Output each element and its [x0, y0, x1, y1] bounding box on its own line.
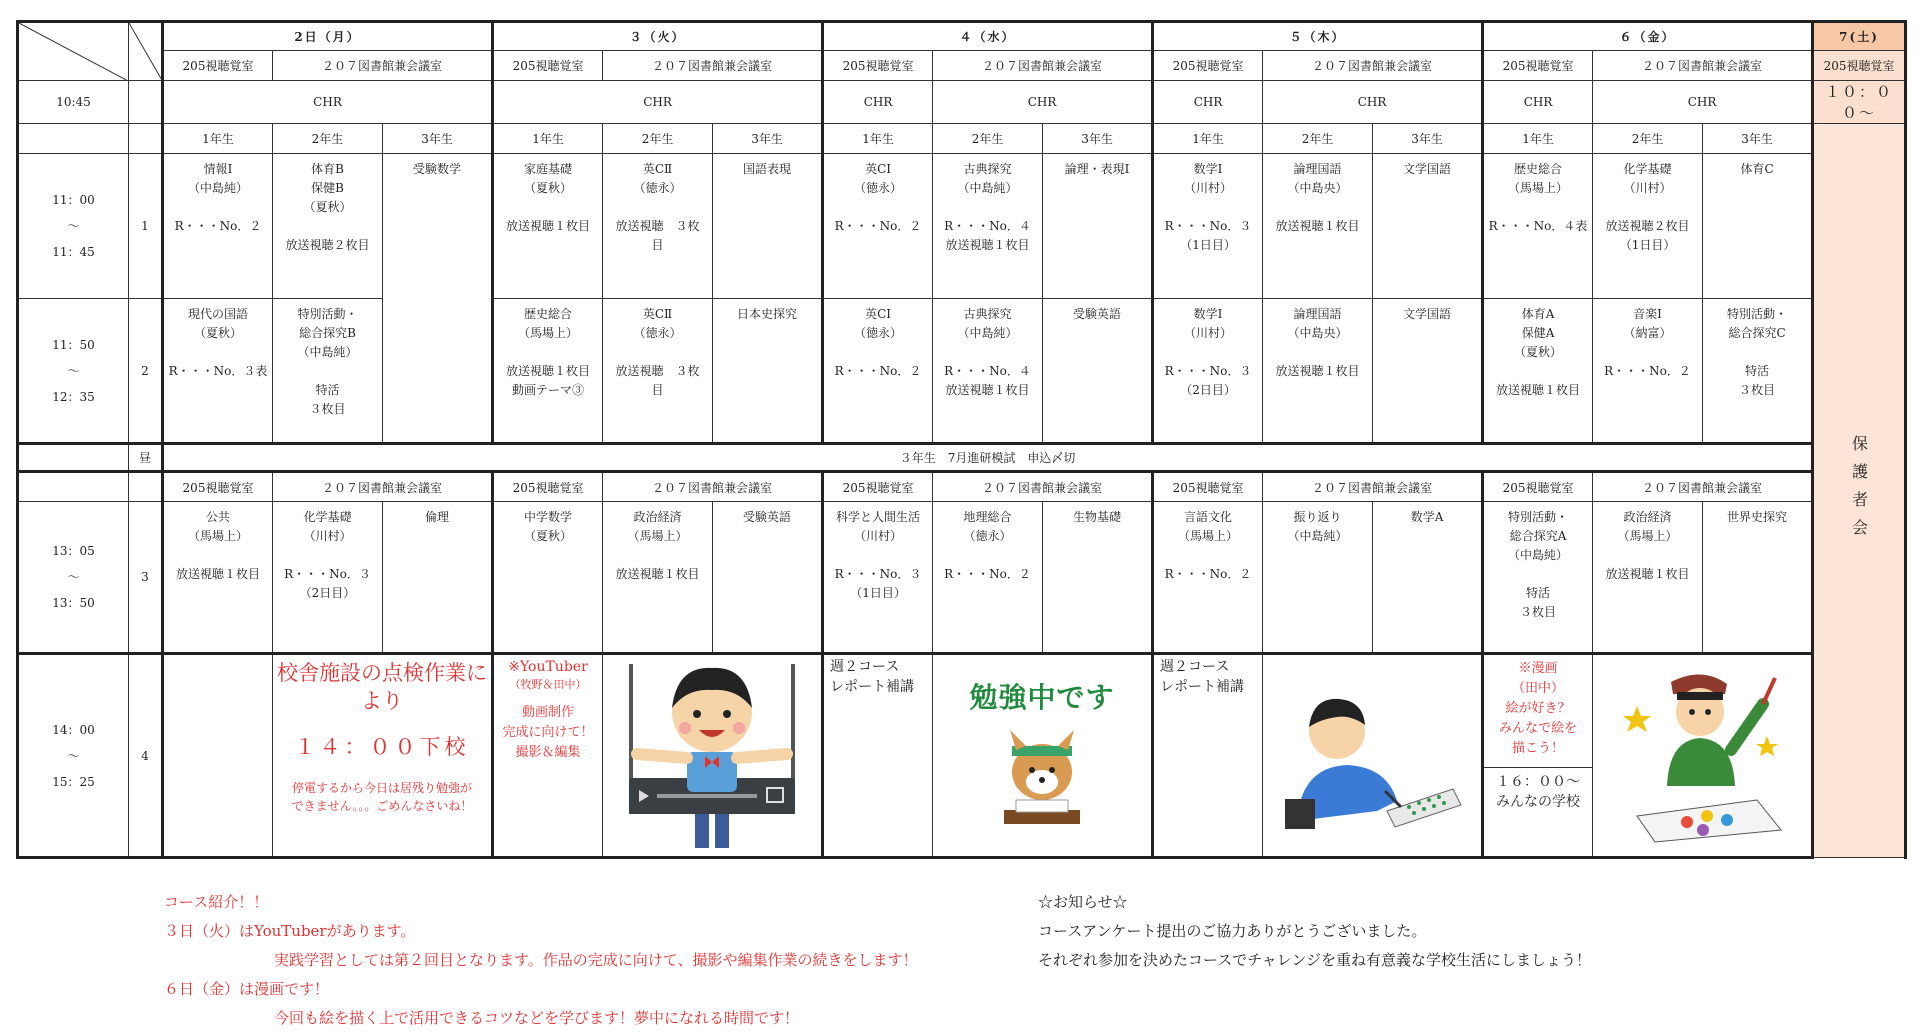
class-slot	[493, 154, 603, 299]
class-cell: 公共 （馬場上） 放送視聴１枚目	[175, 510, 260, 581]
room-label: ２０７図書館兼会議室	[1593, 51, 1813, 81]
day-header: ６（金）	[1483, 22, 1813, 51]
chr-label: CHR	[1263, 81, 1483, 124]
class-slot	[1593, 502, 1703, 654]
class-cell: 英CⅠ （徳永） R・・・No．２	[834, 307, 922, 378]
room-label: ２０７図書館兼会議室	[273, 51, 493, 81]
chr-label: CHR	[823, 81, 933, 124]
class-cell: 生物基礎	[1073, 510, 1122, 524]
corner-cell	[18, 22, 129, 81]
note-line: それぞれ参加を決めたコースでチャレンジを重ね有意義な学校生活にしましょう！	[1038, 951, 1592, 969]
class-slot	[1153, 154, 1263, 299]
grade-row	[18, 124, 1906, 154]
room-label: 205視聴覚室	[1153, 51, 1263, 81]
studying-badge: 勉強中です	[969, 680, 1115, 714]
note-line: コースアンケート提出のご協力ありがとうございました。	[1038, 922, 1427, 940]
lunch-notice: ３年生 7月進研模試 申込〆切	[163, 444, 1813, 472]
class-slot	[383, 154, 493, 444]
period-row	[18, 299, 1906, 444]
youtuber-title: ※YouTuber	[508, 659, 588, 675]
saturday-event-cell	[1813, 124, 1906, 858]
class-cell: 論理国語 （中島央） 放送視聴１枚目	[1275, 162, 1360, 233]
saturday-time: １０：００〜	[1813, 81, 1906, 124]
grade-label: 2年生	[1263, 124, 1373, 154]
class-cell: 論理国語 （中島央） 放送視聴１枚目	[1275, 307, 1360, 378]
note-line: 実践学習としては第２回目となります。作品の完成に向けて、撮影や編集作業の続きをします！	[274, 951, 918, 969]
chr-label: CHR	[933, 81, 1153, 124]
class-cell: 古典探究 （中島純） R・・・No．４ 放送視聴１枚目	[944, 162, 1031, 252]
room-label: 205視聴覚室	[163, 472, 273, 502]
class-cell: 化学基礎 （川村） R・・・No．３ （2日目）	[284, 510, 371, 600]
class-cell: 世界史探究	[1727, 510, 1788, 524]
room-label: ２０７図書館兼会議室	[273, 472, 493, 502]
class-slot	[713, 154, 823, 299]
room-label: 205視聴覚室	[163, 51, 273, 81]
announcement-notes	[1038, 888, 1591, 975]
saturday-header: 7(土)	[1813, 22, 1906, 51]
class-slot	[823, 299, 933, 444]
class-slot	[1483, 299, 1593, 444]
diagonal-line-icon	[19, 23, 129, 81]
room-row	[18, 51, 1906, 81]
class-slot	[163, 502, 273, 654]
room-row-afternoon	[18, 472, 1906, 502]
class-slot	[493, 299, 603, 444]
grade-label: 3年生	[383, 124, 493, 154]
class-cell: 振り返り （中島純）	[1287, 510, 1348, 543]
room-label: ２０７図書館兼会議室	[1263, 472, 1483, 502]
class-cell: 体育B 保健B （夏秋） 放送視聴２枚目	[285, 162, 370, 252]
p4-mon-notice	[273, 654, 493, 858]
lunch-row	[18, 444, 1906, 472]
class-slot	[273, 502, 383, 654]
class-slot	[713, 299, 823, 444]
class-slot	[1703, 154, 1813, 299]
class-slot	[493, 502, 603, 654]
chr-label: CHR	[493, 81, 823, 124]
day-header: ５（木）	[1153, 22, 1483, 51]
grade-label: 3年生	[1373, 124, 1483, 154]
room-label: 205視聴覚室	[1483, 51, 1593, 81]
class-cell: 地理総合 （徳永） R・・・No．２	[944, 510, 1031, 581]
class-cell: 英CⅡ （徳永） 放送視聴 ３枚 目	[615, 162, 700, 252]
class-slot	[603, 299, 713, 444]
corner-cell-small	[129, 22, 163, 81]
class-slot	[1153, 299, 1263, 444]
class-slot	[273, 154, 383, 299]
class-cell: 体育A 保健A （夏秋） 放送視聴１枚目	[1496, 307, 1581, 397]
room-label: ２０７図書館兼会議室	[1593, 472, 1813, 502]
youtuber-boy-icon	[617, 658, 807, 854]
class-cell: 特別活動・ 総合探究C 特活 ３枚目	[1727, 307, 1788, 397]
studying-dog-icon	[982, 716, 1102, 836]
period-time: 13：05 〜 13：50	[18, 502, 129, 654]
chr-label: CHR	[1483, 81, 1593, 124]
timetable	[16, 20, 1907, 859]
room-label: 205視聴覚室	[823, 472, 933, 502]
class-slot	[1153, 502, 1263, 654]
lunch-label: 昼	[129, 444, 163, 472]
class-slot	[163, 154, 273, 299]
class-slot	[273, 299, 383, 444]
class-slot	[163, 299, 273, 444]
period-row	[18, 502, 1906, 654]
grade-label: 1年生	[823, 124, 933, 154]
note-line: ３日（火）はYouTuberがあります。	[164, 922, 416, 940]
timetable-sheet	[16, 20, 1907, 859]
class-slot	[1703, 299, 1813, 444]
p4-mon-empty	[163, 654, 273, 858]
youtuber-staff: （牧野＆田中）	[509, 678, 587, 691]
diagonal-line-icon	[129, 23, 163, 81]
class-cell: 受験英語	[743, 510, 792, 524]
period-number: 1	[129, 154, 163, 299]
grade-label: 3年生	[1703, 124, 1813, 154]
class-slot	[1373, 502, 1483, 654]
youtuber-desc: 動画制作 完成に向けて！ 撮影＆編集	[502, 705, 594, 760]
period-number: 4	[129, 654, 163, 858]
note-line: ６日（金）は漫画です！	[164, 980, 330, 998]
note-line: コース紹介！！	[164, 893, 269, 911]
period-row	[18, 154, 1906, 299]
chr-label: CHR	[1153, 81, 1263, 124]
grade-label: 3年生	[713, 124, 823, 154]
class-slot	[1593, 299, 1703, 444]
grade-label: 2年生	[1593, 124, 1703, 154]
period-time: 14：00 〜 15：25	[18, 654, 129, 858]
class-slot	[1593, 154, 1703, 299]
room-label: 205視聴覚室	[493, 472, 603, 502]
chr-time: 10:45	[18, 81, 129, 124]
class-slot	[1043, 154, 1153, 299]
class-cell: 歴史総合 （馬場上） R・・・No．４表	[1488, 162, 1588, 233]
class-slot	[933, 299, 1043, 444]
grade-label: 2年生	[933, 124, 1043, 154]
class-cell: 数学Ⅰ （川村） R・・・No．３ （2日目）	[1164, 307, 1252, 397]
class-slot	[823, 154, 933, 299]
class-cell: 音楽Ⅰ （納富） R・・・No．２	[1604, 307, 1691, 378]
grade-label: 1年生	[1483, 124, 1593, 154]
class-cell: 政治経済 （馬場上） 放送視聴１枚目	[615, 510, 700, 581]
class-slot	[1373, 299, 1483, 444]
chr-label: CHR	[1593, 81, 1813, 124]
class-cell: 家庭基礎 （夏秋） 放送視聴１枚目	[506, 162, 591, 233]
chr-label: CHR	[163, 81, 493, 124]
p4-tue-youtuber	[493, 654, 603, 858]
minna-school: １６：００〜 みんなの学校	[1484, 767, 1592, 812]
class-cell: 論理・表現Ⅰ	[1064, 162, 1130, 176]
class-slot	[603, 502, 713, 654]
class-slot	[1043, 299, 1153, 444]
course-notes	[164, 888, 918, 1033]
room-label: 205視聴覚室	[823, 51, 933, 81]
room-label: 205視聴覚室	[1483, 472, 1593, 502]
class-cell: 日本史探究	[737, 307, 798, 321]
dismissal-time: １４：００下校	[294, 735, 470, 759]
class-cell: 文学国語	[1403, 162, 1452, 176]
room-label: ２０７図書館兼会議室	[603, 472, 823, 502]
class-cell: 情報Ⅰ （中島純） R・・・No．２	[174, 162, 262, 233]
class-slot	[383, 502, 493, 654]
room-label: ２０７図書館兼会議室	[933, 51, 1153, 81]
class-cell: 中学数学 （夏秋）	[524, 510, 573, 543]
class-slot	[1483, 154, 1593, 299]
class-cell: 倫理	[425, 510, 450, 524]
room-label: ２０７図書館兼会議室	[603, 51, 823, 81]
class-slot	[1373, 154, 1483, 299]
note-line: ☆お知らせ☆	[1038, 893, 1128, 911]
p4-wed-course: 週２コース レポート補講	[823, 654, 933, 858]
grade-label: 3年生	[1043, 124, 1153, 154]
grade-label: 1年生	[493, 124, 603, 154]
room-label: 205視聴覚室	[1153, 472, 1263, 502]
class-cell: 化学基礎 （川村） 放送視聴２枚目 （1日目）	[1605, 162, 1690, 252]
grade-label: 1年生	[163, 124, 273, 154]
studying-illustration-cell	[933, 654, 1153, 858]
class-cell: 現代の国語 （夏秋） R・・・No．３表	[168, 307, 268, 378]
room-label: ２０７図書館兼会議室	[933, 472, 1153, 502]
day-header: ４（水）	[823, 22, 1153, 51]
period-time: 11：00 〜 11：45	[18, 154, 129, 299]
class-slot	[933, 154, 1043, 299]
youtuber-illustration-cell	[603, 654, 823, 858]
class-cell: 文学国語	[1403, 307, 1452, 321]
grade-label: 2年生	[603, 124, 713, 154]
tablet-illustration-cell	[1263, 654, 1483, 858]
note-line: 今回も絵を描く上で活用できるコツなどを学びます！夢中になれる時間です！	[274, 1009, 800, 1027]
class-cell: 受験英語	[1073, 307, 1122, 321]
class-slot	[1263, 299, 1373, 444]
student-tablet-icon	[1277, 681, 1467, 831]
class-slot	[1483, 502, 1593, 654]
p4-fri-manga	[1483, 654, 1593, 858]
class-cell: 英CⅡ （徳永） 放送視聴 ３枚 目	[615, 307, 700, 397]
class-cell: 国語表現	[743, 162, 792, 176]
period-time: 11：50 〜 12：35	[18, 299, 129, 444]
saturday-room: 205視聴覚室	[1813, 51, 1906, 81]
day-header-row	[18, 22, 1906, 51]
grade-label: 2年生	[273, 124, 383, 154]
painting-illustration-cell	[1593, 654, 1813, 858]
class-slot	[1263, 502, 1373, 654]
room-label: 205視聴覚室	[493, 51, 603, 81]
class-slot	[933, 502, 1043, 654]
class-cell: 英CⅠ （徳永） R・・・No．２	[834, 162, 922, 233]
class-slot	[603, 154, 713, 299]
period-number: 3	[129, 502, 163, 654]
chr-row	[18, 81, 1906, 124]
class-cell: 政治経済 （馬場上） 放送視聴１枚目	[1605, 510, 1690, 581]
saturday-event: 保護者会	[1849, 434, 1869, 547]
class-slot	[1043, 502, 1153, 654]
inspection-title: 校舎施設の点検作業により	[277, 661, 488, 713]
period-number: 2	[129, 299, 163, 444]
class-cell: 特別活動・ 総合探究A （中島純） 特活 ３枚目	[1508, 510, 1569, 619]
class-slot	[1703, 502, 1813, 654]
room-label: ２０７図書館兼会議室	[1263, 51, 1483, 81]
class-cell: 科学と人間生活 （川村） R・・・No．３ （1日目）	[834, 510, 922, 600]
day-header: 2日（月）	[163, 22, 493, 51]
class-slot	[1263, 154, 1373, 299]
boy-painting-icon	[1607, 666, 1797, 846]
class-cell: 受験数学	[413, 162, 462, 176]
class-cell: 言語文化 （馬場上） R・・・No．２	[1164, 510, 1252, 581]
period-row	[18, 654, 1906, 858]
class-cell: 歴史総合 （馬場上） 放送視聴１枚目 動画テーマ③	[506, 307, 591, 397]
class-cell: 体育C	[1740, 162, 1774, 176]
class-slot	[713, 502, 823, 654]
class-cell: 特別活動・ 総合探究B （中島純） 特活 ３枚目	[297, 307, 358, 416]
class-cell: 数学Ⅰ （川村） R・・・No．３ （1日目）	[1164, 162, 1252, 252]
p4-thu-course: 週２コース レポート補講	[1153, 654, 1263, 858]
grade-label: 1年生	[1153, 124, 1263, 154]
manga-desc: ※漫画 （田中） 絵が好き？ みんなで絵を 描こう！	[1499, 661, 1578, 756]
inspection-note: 停電するから今日は居残り勉強ができません。。。ごめんなさいね！	[291, 781, 473, 813]
class-cell: 数学A	[1410, 510, 1444, 524]
day-header: ３（火）	[493, 22, 823, 51]
class-slot	[823, 502, 933, 654]
class-cell: 古典探究 （中島純） R・・・No．４ 放送視聴１枚目	[944, 307, 1031, 397]
